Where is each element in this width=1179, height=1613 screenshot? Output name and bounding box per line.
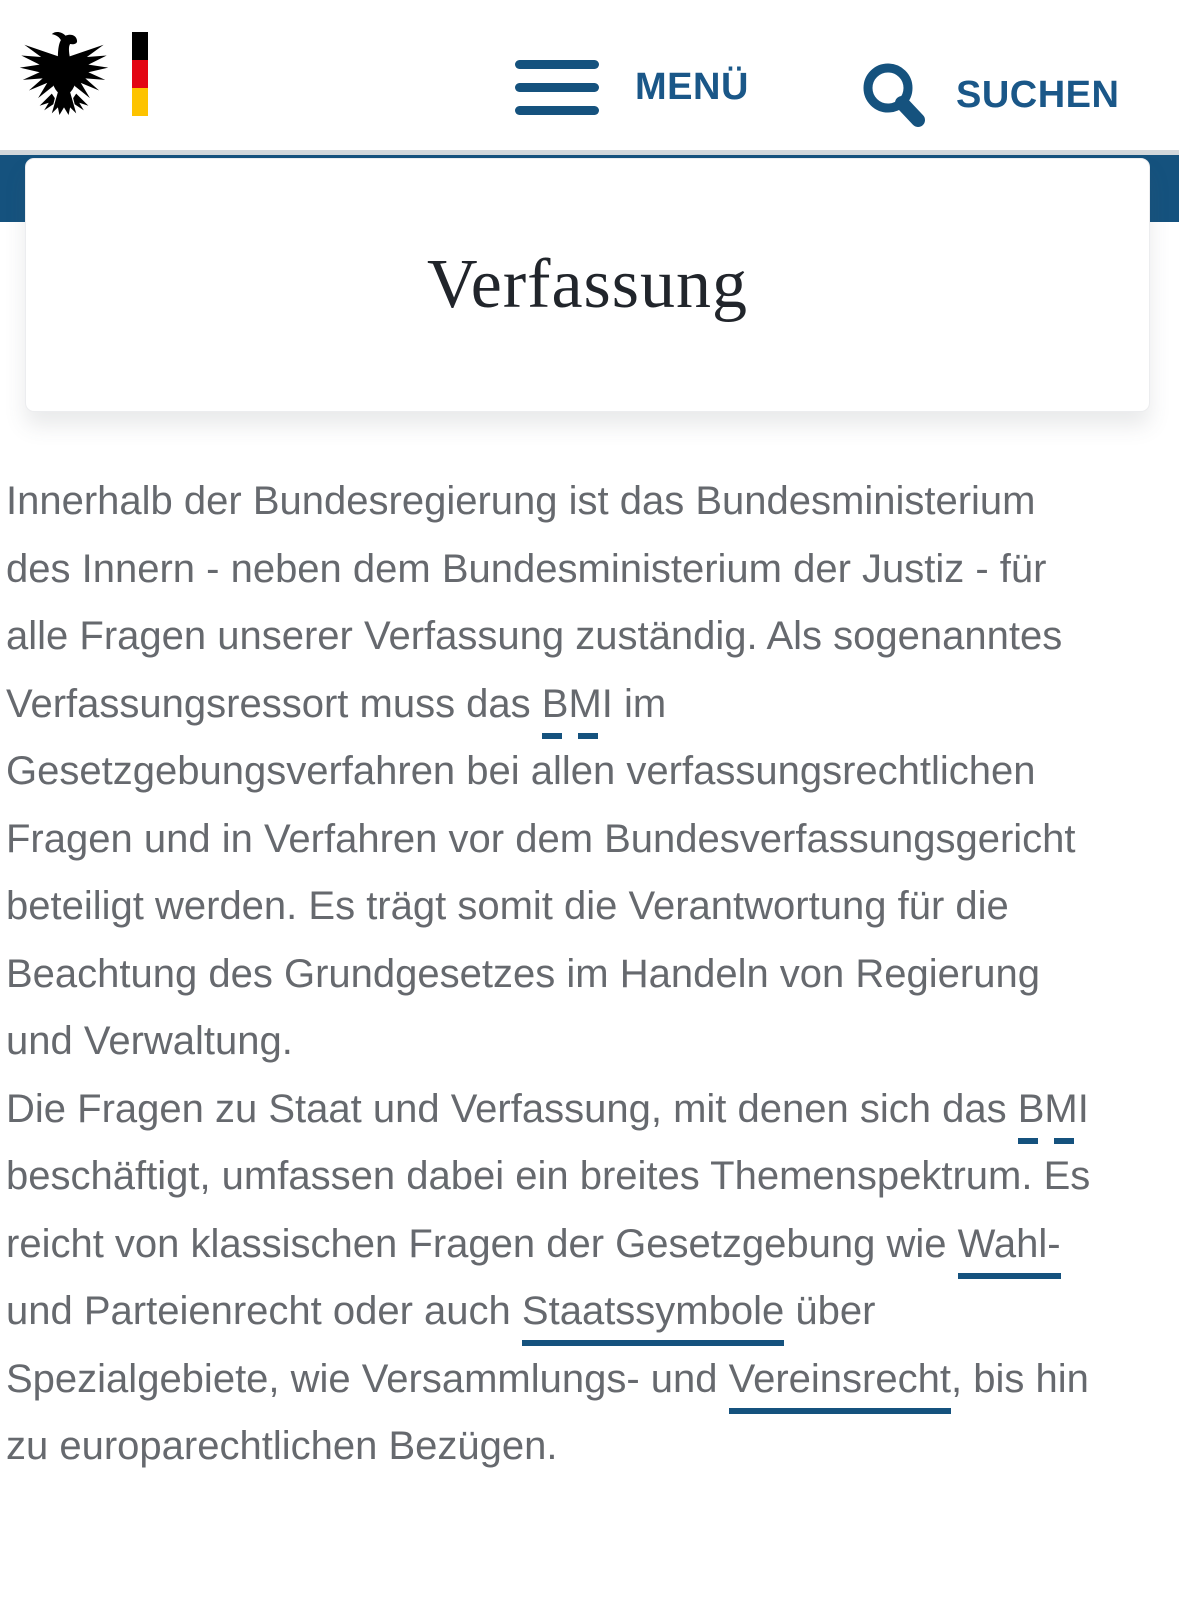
abbreviation-link[interactable]: BMI [542, 682, 613, 739]
article-line [6, 671, 1169, 739]
article-text: reicht von klassischen Fragen der Gesetzgebung wie [6, 1221, 958, 1266]
search-label: SUCHEN [956, 73, 1120, 116]
inline-link[interactable]: Staatssymbole [522, 1289, 784, 1346]
article-text: und Parteienrecht oder auch [6, 1289, 522, 1333]
article-line [6, 536, 1169, 604]
article-line [6, 603, 1169, 671]
menu-button[interactable] [515, 60, 749, 115]
page-title-card [25, 158, 1150, 412]
article-text: Verfassungsressort muss das [6, 681, 542, 726]
article-text: beschäftigt, umfassen dabei ein breites Themenspektrum. Es [6, 1154, 1091, 1198]
inline-link[interactable]: Vereinsrecht [729, 1357, 951, 1414]
article-line [6, 806, 1169, 874]
article-line [6, 941, 1169, 1009]
article-line [6, 1143, 1169, 1211]
german-flag-icon [132, 32, 148, 116]
article-text: im [612, 681, 667, 726]
article-text: und Verwaltung. [6, 1019, 293, 1063]
inline-link[interactable]: Wahl- [958, 1222, 1061, 1279]
article-text: Die Fragen zu Staat und Verfassung, mit denen sich das [6, 1086, 1018, 1131]
article-text: über [784, 1289, 876, 1333]
article-text: Fragen und in Verfahren vor dem Bundesverfassungsgericht [6, 816, 1076, 861]
article-line [6, 738, 1169, 806]
article-text: beteiligt werden. Es trägt somit die Verantwortung für die [6, 884, 1009, 928]
article-line [6, 1278, 1169, 1346]
article-line [6, 873, 1169, 941]
article-line [6, 1346, 1169, 1414]
article-text: Gesetzgebungsverfahren bei allen verfassungsrechtlichen [6, 749, 1036, 793]
article-text: zu europarechtlichen Bezügen. [6, 1424, 558, 1468]
article-line [6, 1413, 1169, 1481]
article-text: Spezialgebiete, wie Versammlungs- und [6, 1356, 729, 1401]
article-line [6, 1211, 1169, 1279]
article-line [6, 1076, 1169, 1144]
article-text: Beachtung des Grundgesetzes im Handeln von Regierung [6, 951, 1040, 996]
site-header [0, 0, 1179, 150]
article-body [6, 468, 1169, 1481]
abbreviation-link[interactable]: BMI [1018, 1087, 1089, 1144]
menu-label: MENÜ [635, 66, 749, 108]
article-text: , bis hin [950, 1356, 1089, 1401]
article-line [6, 1008, 1169, 1076]
search-button[interactable] [858, 60, 1119, 130]
magnifier-icon [858, 60, 928, 130]
article-text: des Innern - neben dem Bundesministerium der Justiz - für [6, 546, 1047, 591]
government-logo[interactable] [18, 28, 148, 118]
page-title: Verfassung [426, 246, 749, 323]
article-line [6, 468, 1169, 536]
federal-eagle-icon [18, 28, 110, 118]
hamburger-icon [515, 60, 599, 115]
article-text: Innerhalb der Bundesregierung ist das Bundesministerium [6, 479, 1036, 523]
article-text: alle Fragen unserer Verfassung zuständig. Als sogenanntes [6, 614, 1063, 658]
